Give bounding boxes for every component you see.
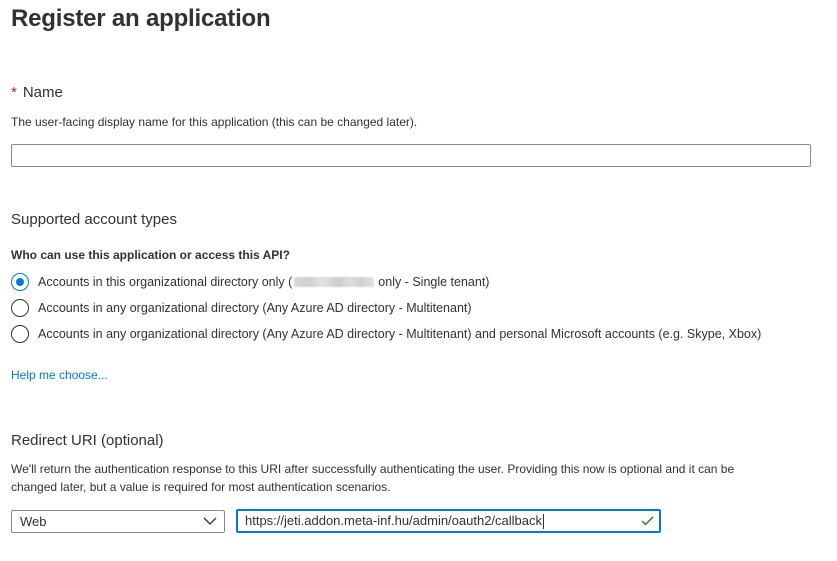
radio-button[interactable] <box>11 299 29 317</box>
checkmark-icon <box>640 514 654 528</box>
page-title: Register an application <box>11 5 271 32</box>
help-me-choose-link[interactable]: Help me choose... <box>11 368 108 382</box>
radio-label-single-tenant-before: Accounts in this organizational directory only ( <box>38 275 293 289</box>
text-cursor <box>543 514 544 529</box>
redirect-uri-input[interactable] <box>236 509 661 533</box>
name-label <box>11 84 63 101</box>
name-label-text: Name <box>22 84 63 101</box>
radio-option-multitenant[interactable] <box>11 298 472 318</box>
radio-option-single-tenant[interactable] <box>11 272 489 292</box>
required-marker: * <box>11 84 17 101</box>
platform-select[interactable] <box>11 510 225 533</box>
radio-button-selected[interactable] <box>11 273 29 291</box>
name-description: The user-facing display name for this application (this can be changed later). <box>11 115 418 129</box>
radio-label-multitenant: Accounts in any organizational directory (Any Azure AD directory - Multitenant) <box>38 301 472 315</box>
radio-button[interactable] <box>11 325 29 343</box>
redirect-uri-value: https://jeti.addon.meta-inf.hu/admin/oauth2/callback <box>245 512 543 528</box>
chevron-down-icon[interactable] <box>202 514 218 530</box>
redirect-uri-heading: Redirect URI (optional) <box>11 432 164 449</box>
redacted-directory-name <box>294 277 374 287</box>
redirect-uri-description-line1: We'll return the authentication response to this URI after successfully authenticating the user. Providing this now is optional and it can be <box>11 462 735 476</box>
name-input[interactable] <box>11 144 811 167</box>
platform-select-value: Web <box>20 514 47 529</box>
radio-option-multitenant-personal[interactable] <box>11 324 761 344</box>
redirect-uri-description-line2: changed later, but a value is required for most authentication scenarios. <box>11 480 391 494</box>
account-types-question: Who can use this application or access this API? <box>11 248 290 262</box>
radio-label-single-tenant-after: only - Single tenant) <box>378 275 490 289</box>
account-types-heading: Supported account types <box>11 211 177 228</box>
radio-label-multitenant-personal: Accounts in any organizational directory (Any Azure AD directory - Multitenant) and personal Microsoft accounts (e.g. Skype, Xbox) <box>38 327 762 341</box>
